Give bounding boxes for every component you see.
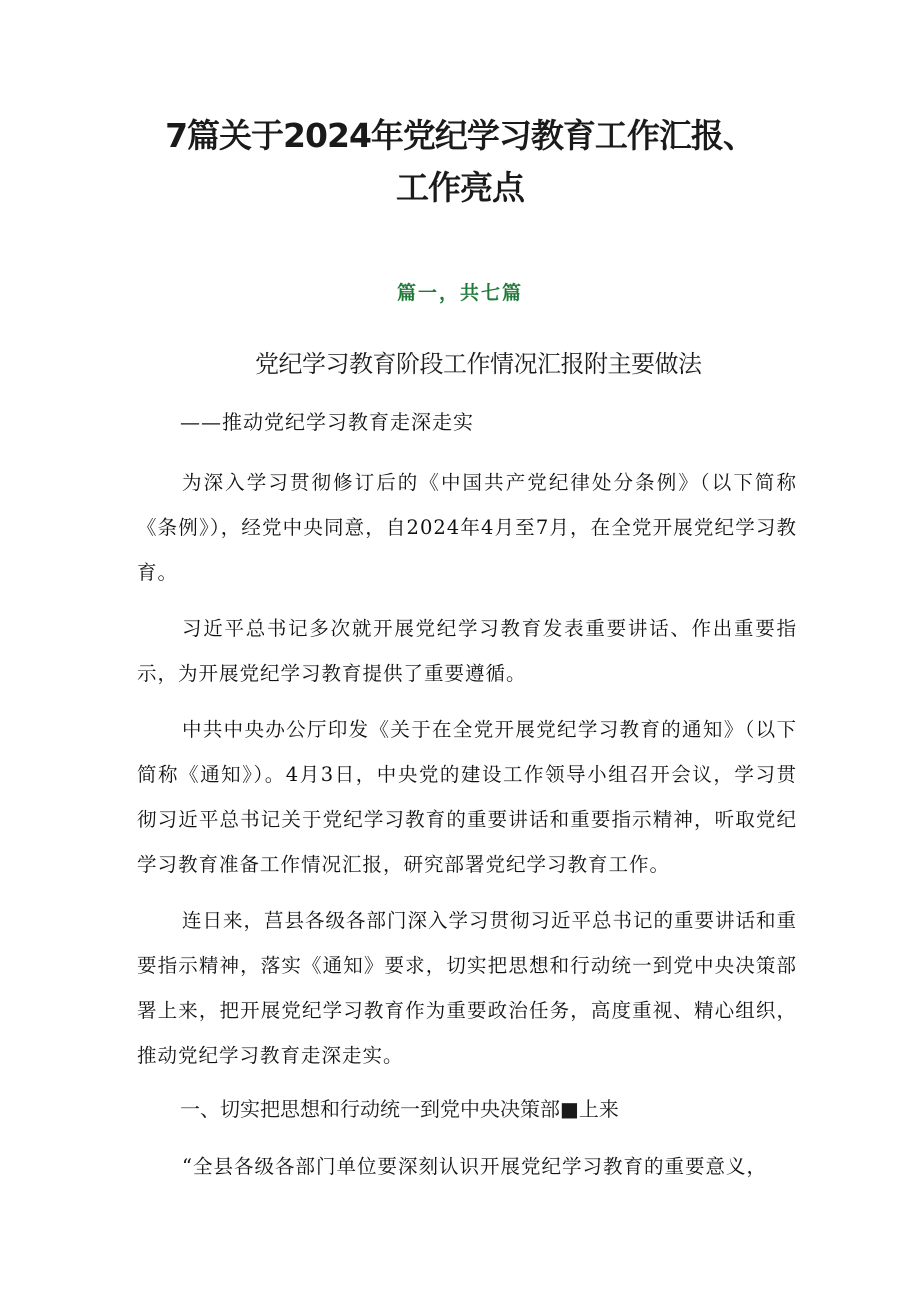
section-marker: 篇一，共七篇: [396, 282, 523, 304]
paragraph-intro: 为深入学习贯彻修订后的《中国共产党纪律处分条例》（以下简称《条例》），经党中央同意，自2024年4月至7月，在全党开展党纪学习教育。: [137, 471, 797, 584]
article-subtitle: ——推动党纪学习教育走深走实: [180, 410, 474, 434]
article-title: 党纪学习教育阶段工作情况汇报附主要做法: [255, 350, 702, 378]
paragraph-instructions: 习近平总书记多次就开展党纪学习教育发表重要讲话、作出重要指示，为开展党纪学习教育提供了重要遵循。: [137, 617, 797, 685]
section-heading-1: 一、切实把思想和行动统一到党中央决策部■上来: [180, 1097, 619, 1121]
paragraph-notice: 中共中央办公厅印发《关于在全党开展党纪学习教育的通知》（以下简称《通知》）。4月3日，中央党的建设工作领导小组召开会议，学习贯彻习近平总书记关于党纪学习教育的重要讲话和重要指示精神，听取党纪学习教育准备工作情况汇报，研究部署党纪学习教育工作。: [137, 718, 797, 876]
document-title-line-2: 工作亮点: [396, 168, 524, 207]
paragraph-county-actions: 连日来，莒县各级各部门深入学习贯彻习近平总书记的重要讲话和重要指示精神，落实《通知》要求，切实把思想和行动统一到党中央决策部署上来，把开展党纪学习教育作为重要政治任务，高度重视、精心组织，推动党纪学习教育走深走实。: [137, 909, 798, 1067]
document-title-line-1: 7篇关于2024年党纪学习教育工作汇报、: [165, 116, 755, 155]
paragraph-quote: “全县各级各部门单位要深刻认识开展党纪学习教育的重要意义，: [182, 1155, 767, 1178]
document-title: [120, 110, 800, 214]
